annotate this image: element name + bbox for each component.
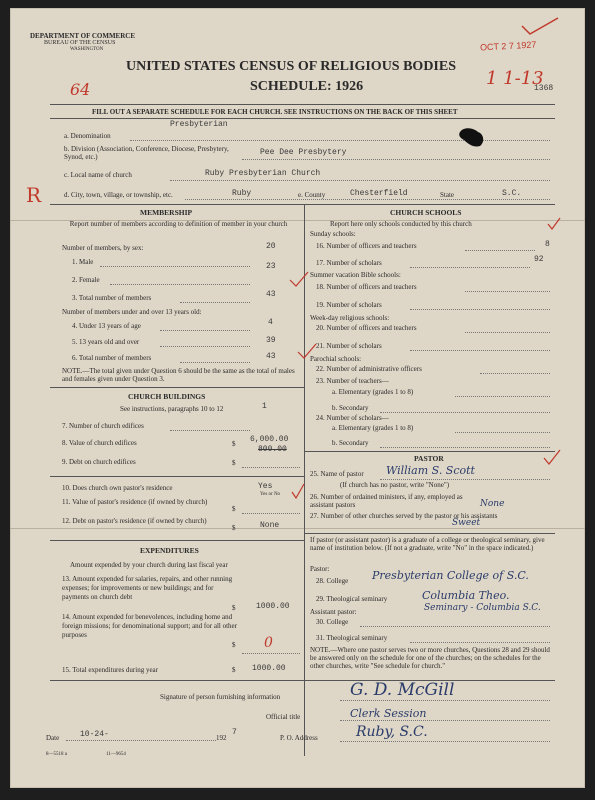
q4-value: 4: [268, 318, 273, 327]
q3-label: 3. Total number of members: [72, 294, 152, 302]
department-label: DEPARTMENT OF COMMERCE: [30, 32, 136, 40]
form-subtitle: SCHEDULE: 1926: [250, 79, 364, 94]
q15-value: 1000.00: [252, 664, 286, 673]
q23a-label: a. Elementary (grades 1 to 8): [332, 388, 414, 396]
q26-value: None: [480, 499, 505, 509]
city-field-value: Ruby: [232, 189, 252, 198]
expenditures-intro: Amount expended by your church during last fiscal year: [70, 561, 228, 569]
q15-label: 15. Total expenditures during year: [62, 666, 158, 674]
dollar-sign: $: [232, 440, 236, 448]
q1-label: 1. Male: [72, 258, 94, 266]
dollar-sign: $: [232, 666, 236, 674]
city-label: WASHINGTON: [70, 47, 104, 52]
received-stamp: OCT 2 7 1927: [479, 39, 537, 53]
ink-blot: [458, 126, 486, 148]
county-label: e. County: [298, 191, 326, 199]
age-intro-label: Number of members under and over 13 years old:: [62, 308, 202, 316]
state-label: State: [440, 191, 454, 199]
division-label: b. Division (Association, Conference, Diocese, Presbytery, Synod, etc.): [64, 145, 229, 161]
county-value: Chesterfield: [350, 189, 408, 198]
pastor-note: NOTE.—Where one pastor serves two or more churches, Questions 28 and 29 should be answered only on the schedule for one of the churches; on the schedules for the other churches, write "See schedule for church.": [310, 646, 550, 670]
q16-value: 8: [545, 240, 550, 249]
denomination-value: Presbyterian: [170, 120, 228, 129]
q8-label: 8. Value of church edifices: [62, 439, 137, 447]
q29-value: Columbia Theo.: [422, 589, 510, 602]
buildings-heading: CHURCH BUILDINGS: [128, 392, 206, 401]
assistant-pastor-subheading: Assistant pastor:: [310, 608, 357, 616]
q27-value: Sweet: [452, 518, 481, 528]
dollar-sign: $: [232, 641, 236, 649]
signature-value: G. D. McGill: [350, 680, 455, 700]
q10-label: 10. Does church own pastor's residence: [62, 484, 173, 492]
q6-label: 6. Total number of members: [72, 354, 152, 362]
q23b-label: b. Secondary: [332, 404, 369, 412]
signature-label: Signature of person furnishing information: [160, 693, 281, 701]
local-name-label: c. Local name of church: [64, 171, 132, 179]
date-label: Date: [46, 734, 60, 742]
q25-label: 25. Name of pastor: [310, 470, 364, 478]
official-title-value: Clerk Session: [350, 707, 427, 720]
red-check-icon: [288, 270, 310, 290]
membership-heading: MEMBERSHIP: [140, 208, 193, 217]
city-field-label: d. City, town, village, or township, etc.: [64, 191, 173, 199]
membership-intro: Report number of members according to definition of member in your church: [69, 220, 288, 228]
q13-label: 13. Amount expended for salaries, repairs, and other running expenses; for improvements or new buildings; and for payments on church debt: [62, 575, 233, 601]
division-value: Pee Dee Presbytery: [260, 148, 347, 157]
q2-value: 23: [266, 262, 276, 271]
q6-value: 43: [266, 352, 276, 361]
po-address-label: P. O. Address: [280, 734, 318, 742]
q20-label: 20. Number of officers and teachers: [316, 324, 417, 332]
q3-value: 43: [266, 290, 276, 299]
dollar-sign: $: [232, 505, 236, 513]
q1-value: 20: [266, 242, 276, 251]
dollar-sign: $: [232, 524, 236, 532]
year-value: 7: [232, 728, 237, 737]
red-letter-r: R: [26, 183, 42, 207]
q17-label: 17. Number of scholars: [316, 259, 382, 267]
q4-label: 4. Under 13 years of age: [72, 322, 141, 330]
summer-schools-label: Summer vacation Bible schools:: [310, 271, 401, 279]
dollar-sign: $: [232, 459, 236, 467]
pastor-heading: PASTOR: [414, 454, 444, 463]
red-check-icon: [290, 482, 306, 502]
q25-value: William S. Scott: [386, 464, 475, 477]
q11-label: 11. Value of pastor's residence (if owned by church): [62, 498, 208, 506]
q27-label: 27. Number of other churches served by the pastor or his assistants: [310, 512, 498, 520]
census-schedule-sheet: [10, 8, 585, 788]
q18-label: 18. Number of officers and teachers: [316, 283, 417, 291]
q28-label: 28. College: [316, 577, 349, 585]
official-title-label: Official title: [266, 713, 301, 721]
handwritten-number-64: 64: [70, 80, 91, 99]
po-address-value: Ruby, S.C.: [356, 724, 428, 740]
denomination-label: a. Denomination: [64, 132, 111, 140]
dollar-sign: $: [232, 604, 236, 612]
q5-label: 5. 13 years old and over: [72, 338, 140, 346]
q29-value-line2: Seminary - Columbia S.C.: [424, 603, 541, 613]
graduate-note: If pastor (or assistant pastor) is a graduate of a college or theological seminary, give name of institution below. (If not a graduate, write "No" in the space indicated.): [310, 536, 545, 552]
red-check-icon: [520, 16, 560, 36]
q8-crossed-value: 800.00: [258, 445, 287, 454]
date-value: 10-24-: [80, 730, 109, 739]
q13-value: 1000.00: [256, 602, 290, 611]
q12-label: 12. Debt on pastor's residence (if owned by church): [62, 517, 207, 525]
year-prefix: 192: [216, 734, 227, 742]
state-value: S.C.: [502, 189, 522, 198]
q14-value: 0: [264, 635, 273, 651]
q7-label: 7. Number of church edifices: [62, 422, 144, 430]
schools-intro: Report here only schools conducted by this church: [330, 220, 472, 228]
q31-label: 31. Theological seminary: [316, 634, 388, 642]
q9-label: 9. Debt on church edifices: [62, 458, 136, 466]
q25-hint: (If church has no pastor, write "None"): [340, 481, 450, 489]
q12-value: None: [260, 521, 280, 530]
members-by-sex-label: Number of members, by sex:: [62, 244, 144, 252]
q24-label: 24. Number of scholars—: [316, 414, 389, 422]
instruction-line: FILL OUT A SEPARATE SCHEDULE FOR EACH CHURCH. SEE INSTRUCTIONS ON THE BACK OF THIS SHEET: [92, 108, 458, 116]
q24a-label: a. Elementary (grades 1 to 8): [332, 424, 414, 432]
q30-label: 30. College: [316, 618, 349, 626]
pastor-subheading: Pastor:: [310, 565, 330, 573]
q10-value: Yes: [258, 482, 273, 491]
q22-label: 22. Number of administrative officers: [316, 365, 422, 373]
bureau-label: BUREAU OF THE CENSUS: [44, 40, 116, 46]
q14-label: 14. Amount expended for benevolences, including home and foreign missions; for denominational support; and for all other purposes: [62, 613, 237, 639]
q29-label: 29. Theological seminary: [316, 595, 388, 603]
expenditures-heading: EXPENDITURES: [140, 546, 199, 555]
membership-note: NOTE.—The total given under Question 6 should be the same as the total of males and females given under Question 3.: [62, 367, 295, 383]
q8-value: 6,000.00: [250, 435, 289, 444]
buildings-intro: See instructions, paragraphs 10 to 12: [120, 405, 224, 413]
stamped-number-1368: 1368: [534, 84, 554, 93]
form-number: 8—5518 a: [46, 752, 67, 757]
form-title: UNITED STATES CENSUS OF RELIGIOUS BODIES: [126, 59, 457, 74]
q16-label: 16. Number of officers and teachers: [316, 242, 417, 250]
red-check-icon: [546, 216, 562, 232]
weekday-schools-label: Week-day religious schools:: [310, 314, 390, 322]
print-number: 11—9654: [106, 752, 126, 757]
handwritten-number-right: 1 1-13: [486, 68, 544, 89]
schools-heading: CHURCH SCHOOLS: [390, 208, 462, 217]
q5-value: 39: [266, 336, 276, 345]
sunday-schools-label: Sunday schools:: [310, 230, 356, 238]
q7-value: 1: [262, 402, 267, 411]
q28-value: Presbyterian College of S.C.: [372, 569, 529, 582]
q26-label: 26. Number of ordained ministers, if any, employed as assistant pastors: [310, 493, 463, 509]
q19-label: 19. Number of scholars: [316, 301, 382, 309]
local-name-value: Ruby Presbyterian Church: [205, 169, 321, 178]
red-check-icon: [542, 448, 562, 468]
q23-label: 23. Number of teachers—: [316, 377, 389, 385]
q17-value: 92: [534, 255, 544, 264]
q24b-label: b. Secondary: [332, 439, 369, 447]
q2-label: 2. Female: [72, 276, 100, 284]
q21-label: 21. Number of scholars: [316, 342, 382, 350]
q10-hint: Yes or No: [260, 492, 281, 497]
parochial-schools-label: Parochial schools:: [310, 355, 362, 363]
